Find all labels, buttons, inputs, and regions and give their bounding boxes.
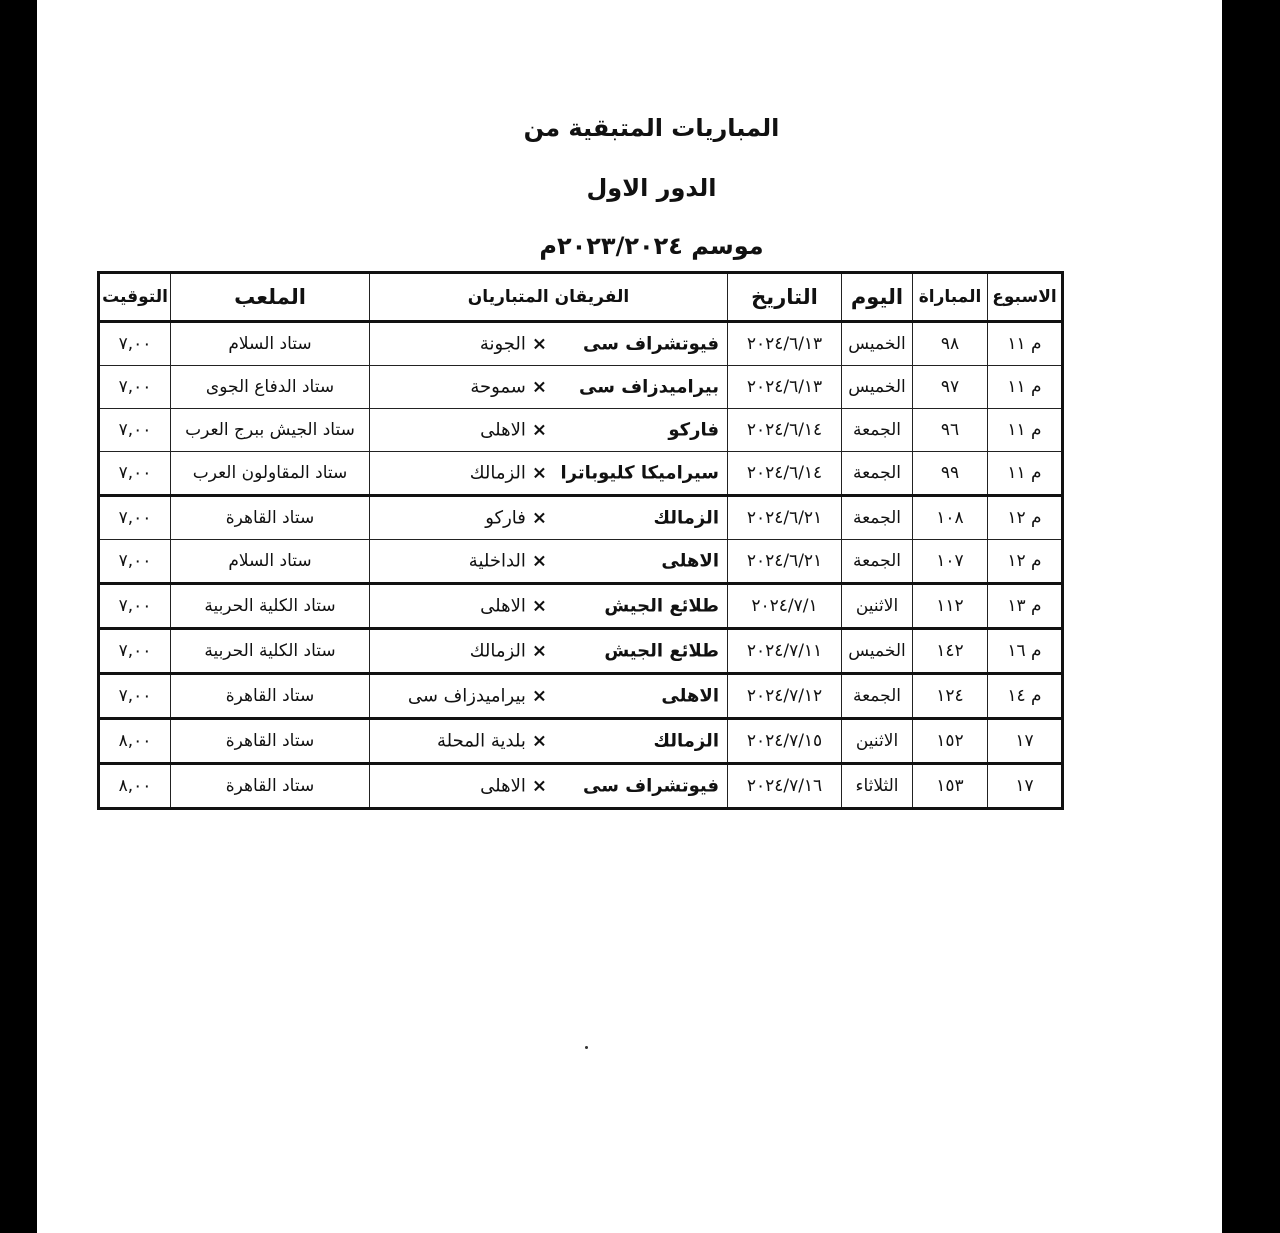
vs-symbol: × xyxy=(531,376,547,398)
cell-match: ٩٦ xyxy=(913,409,988,452)
cell-week: م ١١ xyxy=(988,452,1063,496)
away-team-name: سموحة xyxy=(470,376,526,398)
table-row xyxy=(99,674,1063,719)
cell-match: ٩٩ xyxy=(913,452,988,496)
home-team: بيراميدزاف سى xyxy=(579,376,719,398)
cell-stadium: ستاد القاهرة xyxy=(171,674,370,719)
cell-teams xyxy=(370,719,728,764)
away-team xyxy=(480,334,547,355)
home-team: الزمالك xyxy=(653,507,719,529)
cell-day: الخميس xyxy=(842,322,913,366)
cell-date: ٢٠٢٤/٧/١ xyxy=(728,584,842,629)
title-line-1: المباريات المتبقية من xyxy=(523,114,780,142)
away-team-name: الداخلية xyxy=(468,550,526,572)
table-row xyxy=(99,540,1063,584)
cell-match: ١٢٤ xyxy=(913,674,988,719)
cell-day: الخميس xyxy=(842,629,913,674)
home-team: فيوتشراف سى xyxy=(583,333,719,355)
home-team: الاهلى xyxy=(661,685,719,707)
cell-day: الثلاثاء xyxy=(842,764,913,809)
cell-date: ٢٠٢٤/٦/١٤ xyxy=(728,409,842,452)
table-row xyxy=(99,496,1063,540)
away-team-name: بلدية المحلة xyxy=(436,730,526,752)
away-team xyxy=(480,776,547,797)
cell-teams xyxy=(370,322,728,366)
cell-date: ٢٠٢٤/٧/١١ xyxy=(728,629,842,674)
table-row xyxy=(99,719,1063,764)
header-stadium: الملعب xyxy=(171,273,370,322)
away-team xyxy=(480,596,547,617)
home-team: فاركو xyxy=(668,419,719,441)
cell-match: ١٤٢ xyxy=(913,629,988,674)
away-team xyxy=(437,731,547,752)
vs-symbol: × xyxy=(531,333,547,355)
home-team: طلائع الجيش xyxy=(604,595,719,617)
cell-teams xyxy=(370,584,728,629)
vs-symbol: × xyxy=(531,640,547,662)
away-team xyxy=(469,551,547,572)
cell-week: م ١٣ xyxy=(988,584,1063,629)
schedule-table xyxy=(97,271,1064,810)
away-team-name: الاهلى xyxy=(480,595,526,617)
cell-date: ٢٠٢٤/٦/١٤ xyxy=(728,452,842,496)
away-team-name: الزمالك xyxy=(469,640,526,662)
cell-time: ٧,٠٠ xyxy=(99,674,171,719)
vs-symbol: × xyxy=(531,685,547,707)
cell-teams xyxy=(370,366,728,409)
cell-date: ٢٠٢٤/٧/١٢ xyxy=(728,674,842,719)
document-page xyxy=(37,0,1222,1233)
cell-teams xyxy=(370,764,728,809)
cell-stadium: ستاد السلام xyxy=(171,540,370,584)
cell-date: ٢٠٢٤/٧/١٥ xyxy=(728,719,842,764)
cell-date: ٢٠٢٤/٦/١٣ xyxy=(728,366,842,409)
table-row xyxy=(99,409,1063,452)
away-team xyxy=(485,508,547,529)
cell-day: الجمعة xyxy=(842,496,913,540)
away-team-name: بيراميدزاف سى xyxy=(407,685,526,707)
vs-symbol: × xyxy=(531,775,547,797)
away-team xyxy=(470,463,547,484)
cell-time: ٧,٠٠ xyxy=(99,540,171,584)
cell-week: م ١٢ xyxy=(988,496,1063,540)
cell-week: ١٧ xyxy=(988,719,1063,764)
cell-day: الجمعة xyxy=(842,452,913,496)
cell-week: م ١١ xyxy=(988,366,1063,409)
title-line-3: موسم ٢٠٢٣/٢٠٢٤م xyxy=(539,232,764,260)
table-row xyxy=(99,452,1063,496)
away-team xyxy=(470,377,547,398)
vs-symbol: × xyxy=(531,419,547,441)
cell-time: ٨,٠٠ xyxy=(99,764,171,809)
away-team xyxy=(480,420,547,441)
home-team: فيوتشراف سى xyxy=(583,775,719,797)
cell-time: ٧,٠٠ xyxy=(99,409,171,452)
cell-week: م ١٤ xyxy=(988,674,1063,719)
away-team-name: الجونة xyxy=(479,333,526,355)
vs-symbol: × xyxy=(531,462,547,484)
cell-week: م ١٢ xyxy=(988,540,1063,584)
cell-date: ٢٠٢٤/٧/١٦ xyxy=(728,764,842,809)
cell-date: ٢٠٢٤/٦/٢١ xyxy=(728,496,842,540)
cell-time: ٧,٠٠ xyxy=(99,629,171,674)
cell-teams xyxy=(370,629,728,674)
away-team-name: فاركو xyxy=(485,507,526,529)
cell-match: ١١٢ xyxy=(913,584,988,629)
vs-symbol: × xyxy=(531,507,547,529)
table-row xyxy=(99,764,1063,809)
header-day: اليوم xyxy=(842,273,913,322)
table-row xyxy=(99,629,1063,674)
cell-teams xyxy=(370,409,728,452)
cell-date: ٢٠٢٤/٦/١٣ xyxy=(728,322,842,366)
cell-match: ١٠٧ xyxy=(913,540,988,584)
cell-match: ٩٧ xyxy=(913,366,988,409)
header-date: التاريخ xyxy=(728,273,842,322)
cell-stadium: ستاد الكلية الحربية xyxy=(171,584,370,629)
cell-teams xyxy=(370,452,728,496)
vs-symbol: × xyxy=(531,730,547,752)
vs-symbol: × xyxy=(531,595,547,617)
cell-stadium: ستاد القاهرة xyxy=(171,719,370,764)
cell-day: الجمعة xyxy=(842,409,913,452)
home-team: طلائع الجيش xyxy=(604,640,719,662)
cell-time: ٧,٠٠ xyxy=(99,496,171,540)
cell-week: ١٧ xyxy=(988,764,1063,809)
cell-match: ٩٨ xyxy=(913,322,988,366)
stray-mark xyxy=(585,1046,588,1049)
cell-teams xyxy=(370,674,728,719)
away-team-name: الاهلى xyxy=(480,419,526,441)
title-line-2: الدور الاول xyxy=(586,174,717,202)
away-team xyxy=(470,641,547,662)
cell-stadium: ستاد الدفاع الجوى xyxy=(171,366,370,409)
home-team: الاهلى xyxy=(661,550,719,572)
cell-day: الخميس xyxy=(842,366,913,409)
header-time: التوقيت xyxy=(99,273,171,322)
cell-match: ١٥٣ xyxy=(913,764,988,809)
table-row xyxy=(99,366,1063,409)
away-team-name: الاهلى xyxy=(480,775,526,797)
vs-symbol: × xyxy=(531,550,547,572)
cell-stadium: ستاد السلام xyxy=(171,322,370,366)
table-row xyxy=(99,584,1063,629)
cell-stadium: ستاد الجيش ببرج العرب xyxy=(171,409,370,452)
cell-time: ٧,٠٠ xyxy=(99,366,171,409)
cell-teams xyxy=(370,540,728,584)
header-match: المباراة xyxy=(913,273,988,322)
cell-stadium: ستاد المقاولون العرب xyxy=(171,452,370,496)
cell-time: ٨,٠٠ xyxy=(99,719,171,764)
table-row xyxy=(99,322,1063,366)
cell-day: الاثنين xyxy=(842,584,913,629)
cell-teams xyxy=(370,496,728,540)
home-team: الزمالك xyxy=(653,730,719,752)
cell-match: ١٥٢ xyxy=(913,719,988,764)
cell-week: م ١١ xyxy=(988,409,1063,452)
cell-time: ٧,٠٠ xyxy=(99,322,171,366)
cell-day: الجمعة xyxy=(842,674,913,719)
cell-stadium: ستاد الكلية الحربية xyxy=(171,629,370,674)
cell-day: الجمعة xyxy=(842,540,913,584)
home-team: سيراميكا كليوباترا xyxy=(560,462,719,484)
cell-stadium: ستاد القاهرة xyxy=(171,496,370,540)
away-team-name: الزمالك xyxy=(469,462,526,484)
cell-week: م ١٦ xyxy=(988,629,1063,674)
cell-week: م ١١ xyxy=(988,322,1063,366)
cell-time: ٧,٠٠ xyxy=(99,452,171,496)
cell-match: ١٠٨ xyxy=(913,496,988,540)
header-teams: الفريقان المتباريان xyxy=(370,273,728,322)
away-team xyxy=(408,686,547,707)
cell-date: ٢٠٢٤/٦/٢١ xyxy=(728,540,842,584)
cell-day: الاثنين xyxy=(842,719,913,764)
table-header-row xyxy=(99,273,1063,322)
cell-time: ٧,٠٠ xyxy=(99,584,171,629)
header-week: الاسبوع xyxy=(988,273,1063,322)
cell-stadium: ستاد القاهرة xyxy=(171,764,370,809)
